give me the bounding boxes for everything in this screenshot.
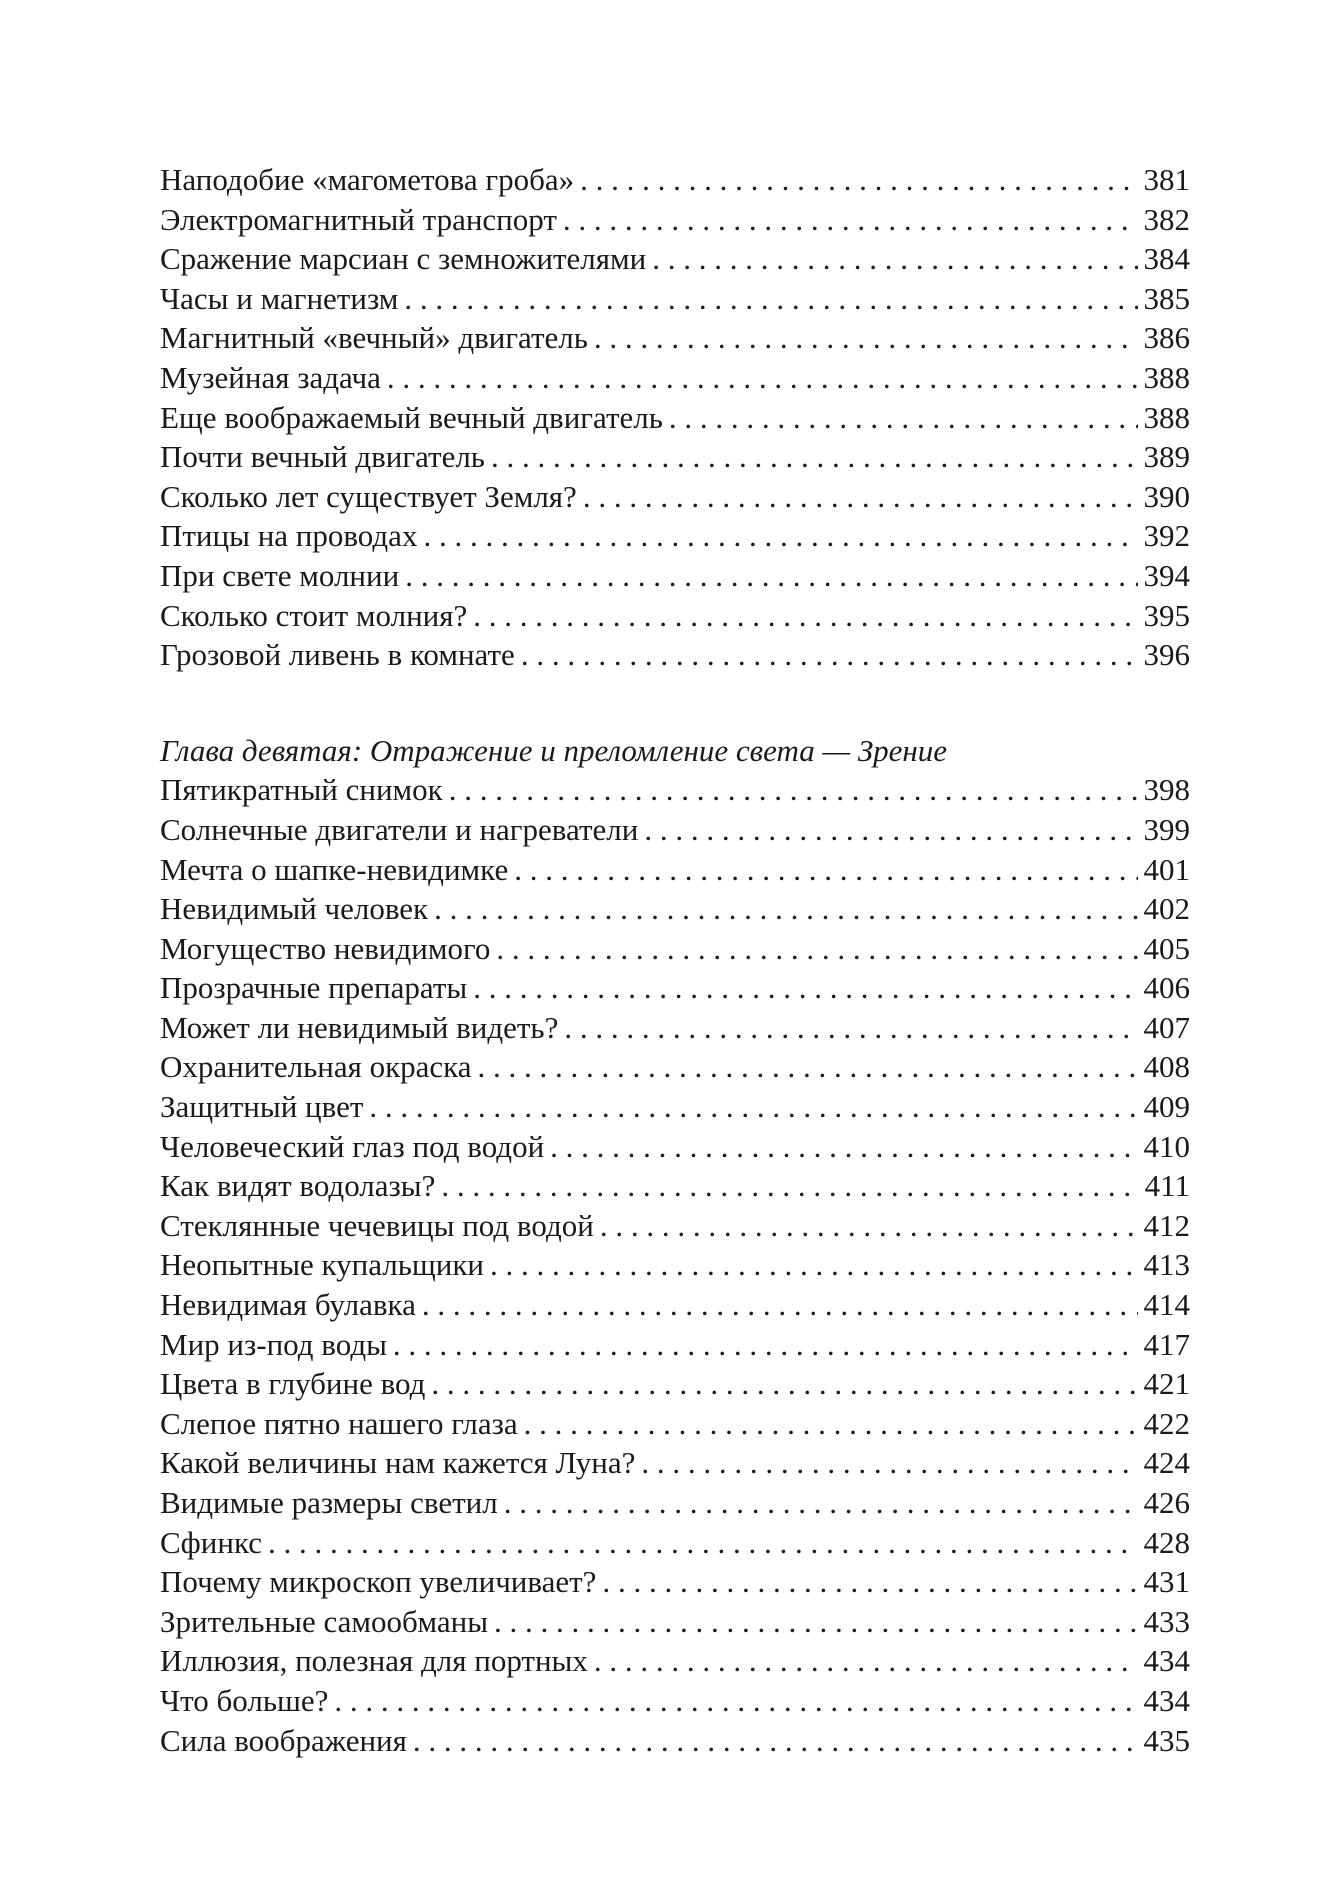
dot-leader [496,929,1137,969]
toc-entry-title: Сражение марсиан с земножителями [160,241,647,277]
toc-entry-page: 421 [1143,1366,1190,1402]
toc-entry-title: Неопытные купальщики [160,1247,485,1283]
toc-entry [160,437,1190,477]
toc-entry [160,1602,1190,1642]
toc-entry [160,1364,1190,1404]
dot-leader [422,1285,1138,1325]
toc-entry-title: Защитный цвет [160,1089,364,1125]
dot-leader [594,1641,1138,1681]
toc-entry-page: 417 [1143,1326,1190,1362]
toc-entry [160,1404,1190,1444]
toc-entry-page: 435 [1143,1722,1190,1758]
toc-entry-page: 433 [1143,1603,1190,1639]
dot-leader [514,850,1137,890]
toc-entry-page: 424 [1143,1445,1190,1481]
toc-entry [160,358,1190,398]
dot-leader [434,889,1137,929]
dot-leader [580,160,1137,200]
toc-entry-page: 386 [1143,320,1190,356]
toc-entry-title: Видимые размеры светил [160,1485,498,1520]
toc-entry [160,1483,1190,1523]
dot-leader [268,1523,1138,1563]
toc-entry-title: Почему микроскоп увеличивает? [160,1564,597,1600]
toc-entry [160,1245,1190,1285]
toc-entry-title: Человеческий глаз под водой [160,1128,545,1164]
toc-entry-page: 408 [1143,1049,1190,1085]
toc-entry [160,1166,1190,1206]
dot-leader [413,1721,1138,1761]
toc-entry-page: 407 [1143,1009,1190,1045]
dot-leader [490,1245,1137,1285]
toc-entry-page: 434 [1143,1643,1190,1679]
toc-entry-page: 412 [1143,1207,1190,1243]
toc-entry-title: Стеклянные чечевицы под водой [160,1207,594,1243]
toc-entry [160,1325,1190,1365]
toc-entry-page: 411 [1144,1168,1190,1204]
toc-entry-page: 398 [1143,772,1190,808]
toc-entry-title: Солнечные двигатели и нагреватели [160,811,639,847]
toc-entry [160,516,1190,556]
toc-entry-title: Сколько стоит молния? [160,597,468,633]
section-gap [160,675,1190,731]
toc-entry [160,1443,1190,1483]
dot-leader [405,556,1137,596]
dot-leader [441,1166,1138,1206]
dot-leader [393,1325,1138,1365]
toc-chapter-9 [160,770,1190,1760]
toc-entry-title: Может ли невидимый видеть? [160,1009,559,1045]
toc-entry-page: 434 [1143,1682,1190,1718]
dot-leader [594,318,1138,358]
dot-leader [504,1483,1138,1523]
toc-entry-page: 410 [1143,1128,1190,1164]
toc-entry-page: 388 [1143,359,1190,395]
toc-entry-title: Наподобие «магометова гроба» [160,162,575,197]
dot-leader [369,1087,1137,1127]
dot-leader [641,1443,1137,1483]
toc-entry-page: 396 [1143,637,1190,673]
toc-entry-title: Слепое пятно нашего глаза [160,1405,518,1441]
toc-entry-title: Прозрачные препараты [160,970,468,1006]
dot-leader [583,477,1138,517]
toc-entry-page: 385 [1143,280,1190,316]
dot-leader [550,1127,1137,1167]
toc-entry-title: Могущество невидимого [160,930,491,966]
toc-entry [160,889,1190,929]
toc-entry-title: Сила воображения [160,1722,407,1758]
dot-leader [644,810,1137,850]
toc-entry-title: Грозовой ливень в комнате [160,637,515,673]
dot-leader [334,1681,1137,1721]
toc-entry [160,1562,1190,1602]
toc-entry-title: Мечта о шапке-невидимке [160,851,509,887]
toc-entry [160,929,1190,969]
toc-entry-title: Птицы на проводах [160,518,418,554]
toc-entry-title: Цвета в глубине вод [160,1366,426,1402]
toc-entry [160,1127,1190,1167]
toc-entry-title: Электромагнитный транспорт [160,201,557,237]
dot-leader [423,516,1137,556]
toc-entry-page: 422 [1143,1405,1190,1441]
toc-entry-page: 406 [1143,970,1190,1006]
toc-entry [160,1641,1190,1681]
chapter-heading: Глава девятая: Отражение и преломление света — Зрение [160,732,948,768]
toc-entry [160,279,1190,319]
toc-entry [160,850,1190,890]
toc-entry-page: 388 [1143,399,1190,435]
toc-entry-title: Часы и магнетизм [160,280,399,316]
dot-leader [494,1602,1137,1642]
toc-page [160,160,1190,1760]
dot-leader [524,1404,1138,1444]
toc-entry [160,1206,1190,1246]
toc-entry [160,556,1190,596]
toc-entry-title: Музейная задача [160,359,381,395]
toc-entry-page: 389 [1143,439,1190,475]
dot-leader [473,596,1137,636]
dot-leader [491,437,1138,477]
dot-leader [478,1047,1138,1087]
toc-entry [160,1721,1190,1761]
toc-entry-page: 392 [1143,518,1190,554]
toc-entry [160,1008,1190,1048]
toc-entry-page: 395 [1143,597,1190,633]
toc-entry [160,318,1190,358]
dot-leader [563,200,1138,240]
toc-entry-title: Магнитный «вечный» двигатель [160,320,588,356]
dot-leader [387,358,1138,398]
dot-leader [431,1364,1137,1404]
toc-entry [160,477,1190,517]
toc-entry [160,1047,1190,1087]
toc-entry-page: 384 [1143,241,1190,277]
toc-entry-page: 426 [1143,1485,1190,1520]
toc-entry-title: Иллюзия, полезная для портных [160,1643,588,1679]
toc-entry [160,1285,1190,1325]
toc-entry-title: Невидимая булавка [160,1287,416,1323]
toc-entry-page: 405 [1143,930,1190,966]
toc-entry [160,810,1190,850]
toc-entry-page: 402 [1143,891,1190,927]
toc-entry-page: 413 [1143,1247,1190,1283]
toc-entry-page: 428 [1143,1524,1190,1560]
dot-leader [600,1206,1138,1246]
toc-entry [160,398,1190,438]
toc-entry-title: Сфинкс [160,1524,262,1560]
toc-entry-title: Пятикратный снимок [160,772,443,808]
toc-entry-title: Охранительная окраска [160,1049,472,1085]
toc-entry [160,968,1190,1008]
toc-entry-page: 381 [1143,162,1190,197]
toc-entry-page: 399 [1143,811,1190,847]
toc-entry-title: Невидимый человек [160,891,429,927]
dot-leader [602,1562,1137,1602]
toc-entry-title: Зрительные самообманы [160,1603,489,1639]
toc-entry-page: 401 [1143,851,1190,887]
dot-leader [521,635,1138,675]
toc-entry-title: Как видят водолазы? [160,1168,436,1204]
toc-entry-page: 382 [1143,201,1190,237]
toc-section-1 [160,160,1190,675]
toc-entry-title: При свете молнии [160,557,400,593]
dot-leader [652,239,1137,279]
toc-entry-title: Почти вечный двигатель [160,439,485,475]
toc-entry-title: Сколько лет существует Земля? [160,478,577,514]
toc-entry-page: 394 [1143,557,1190,593]
toc-entry [160,770,1190,810]
dot-leader [473,968,1137,1008]
toc-entry [160,239,1190,279]
toc-entry-title: Какой величины нам кажется Луна? [160,1445,636,1481]
toc-entry-page: 431 [1143,1564,1190,1600]
toc-entry [160,160,1190,200]
toc-entry-page: 390 [1143,478,1190,514]
toc-entry [160,1087,1190,1127]
toc-entry [160,200,1190,240]
dot-leader [669,398,1138,438]
toc-entry-title: Что больше? [160,1682,329,1718]
toc-entry [160,1523,1190,1563]
toc-entry-title: Еще воображаемый вечный двигатель [160,399,663,435]
toc-entry [160,1681,1190,1721]
dot-leader [404,279,1137,319]
toc-entry-page: 409 [1143,1089,1190,1125]
toc-entry [160,596,1190,636]
toc-entry-title: Мир из-под воды [160,1326,387,1362]
dot-leader [449,770,1138,810]
dot-leader [564,1008,1137,1048]
toc-entry-page: 414 [1143,1287,1190,1323]
toc-entry [160,635,1190,675]
